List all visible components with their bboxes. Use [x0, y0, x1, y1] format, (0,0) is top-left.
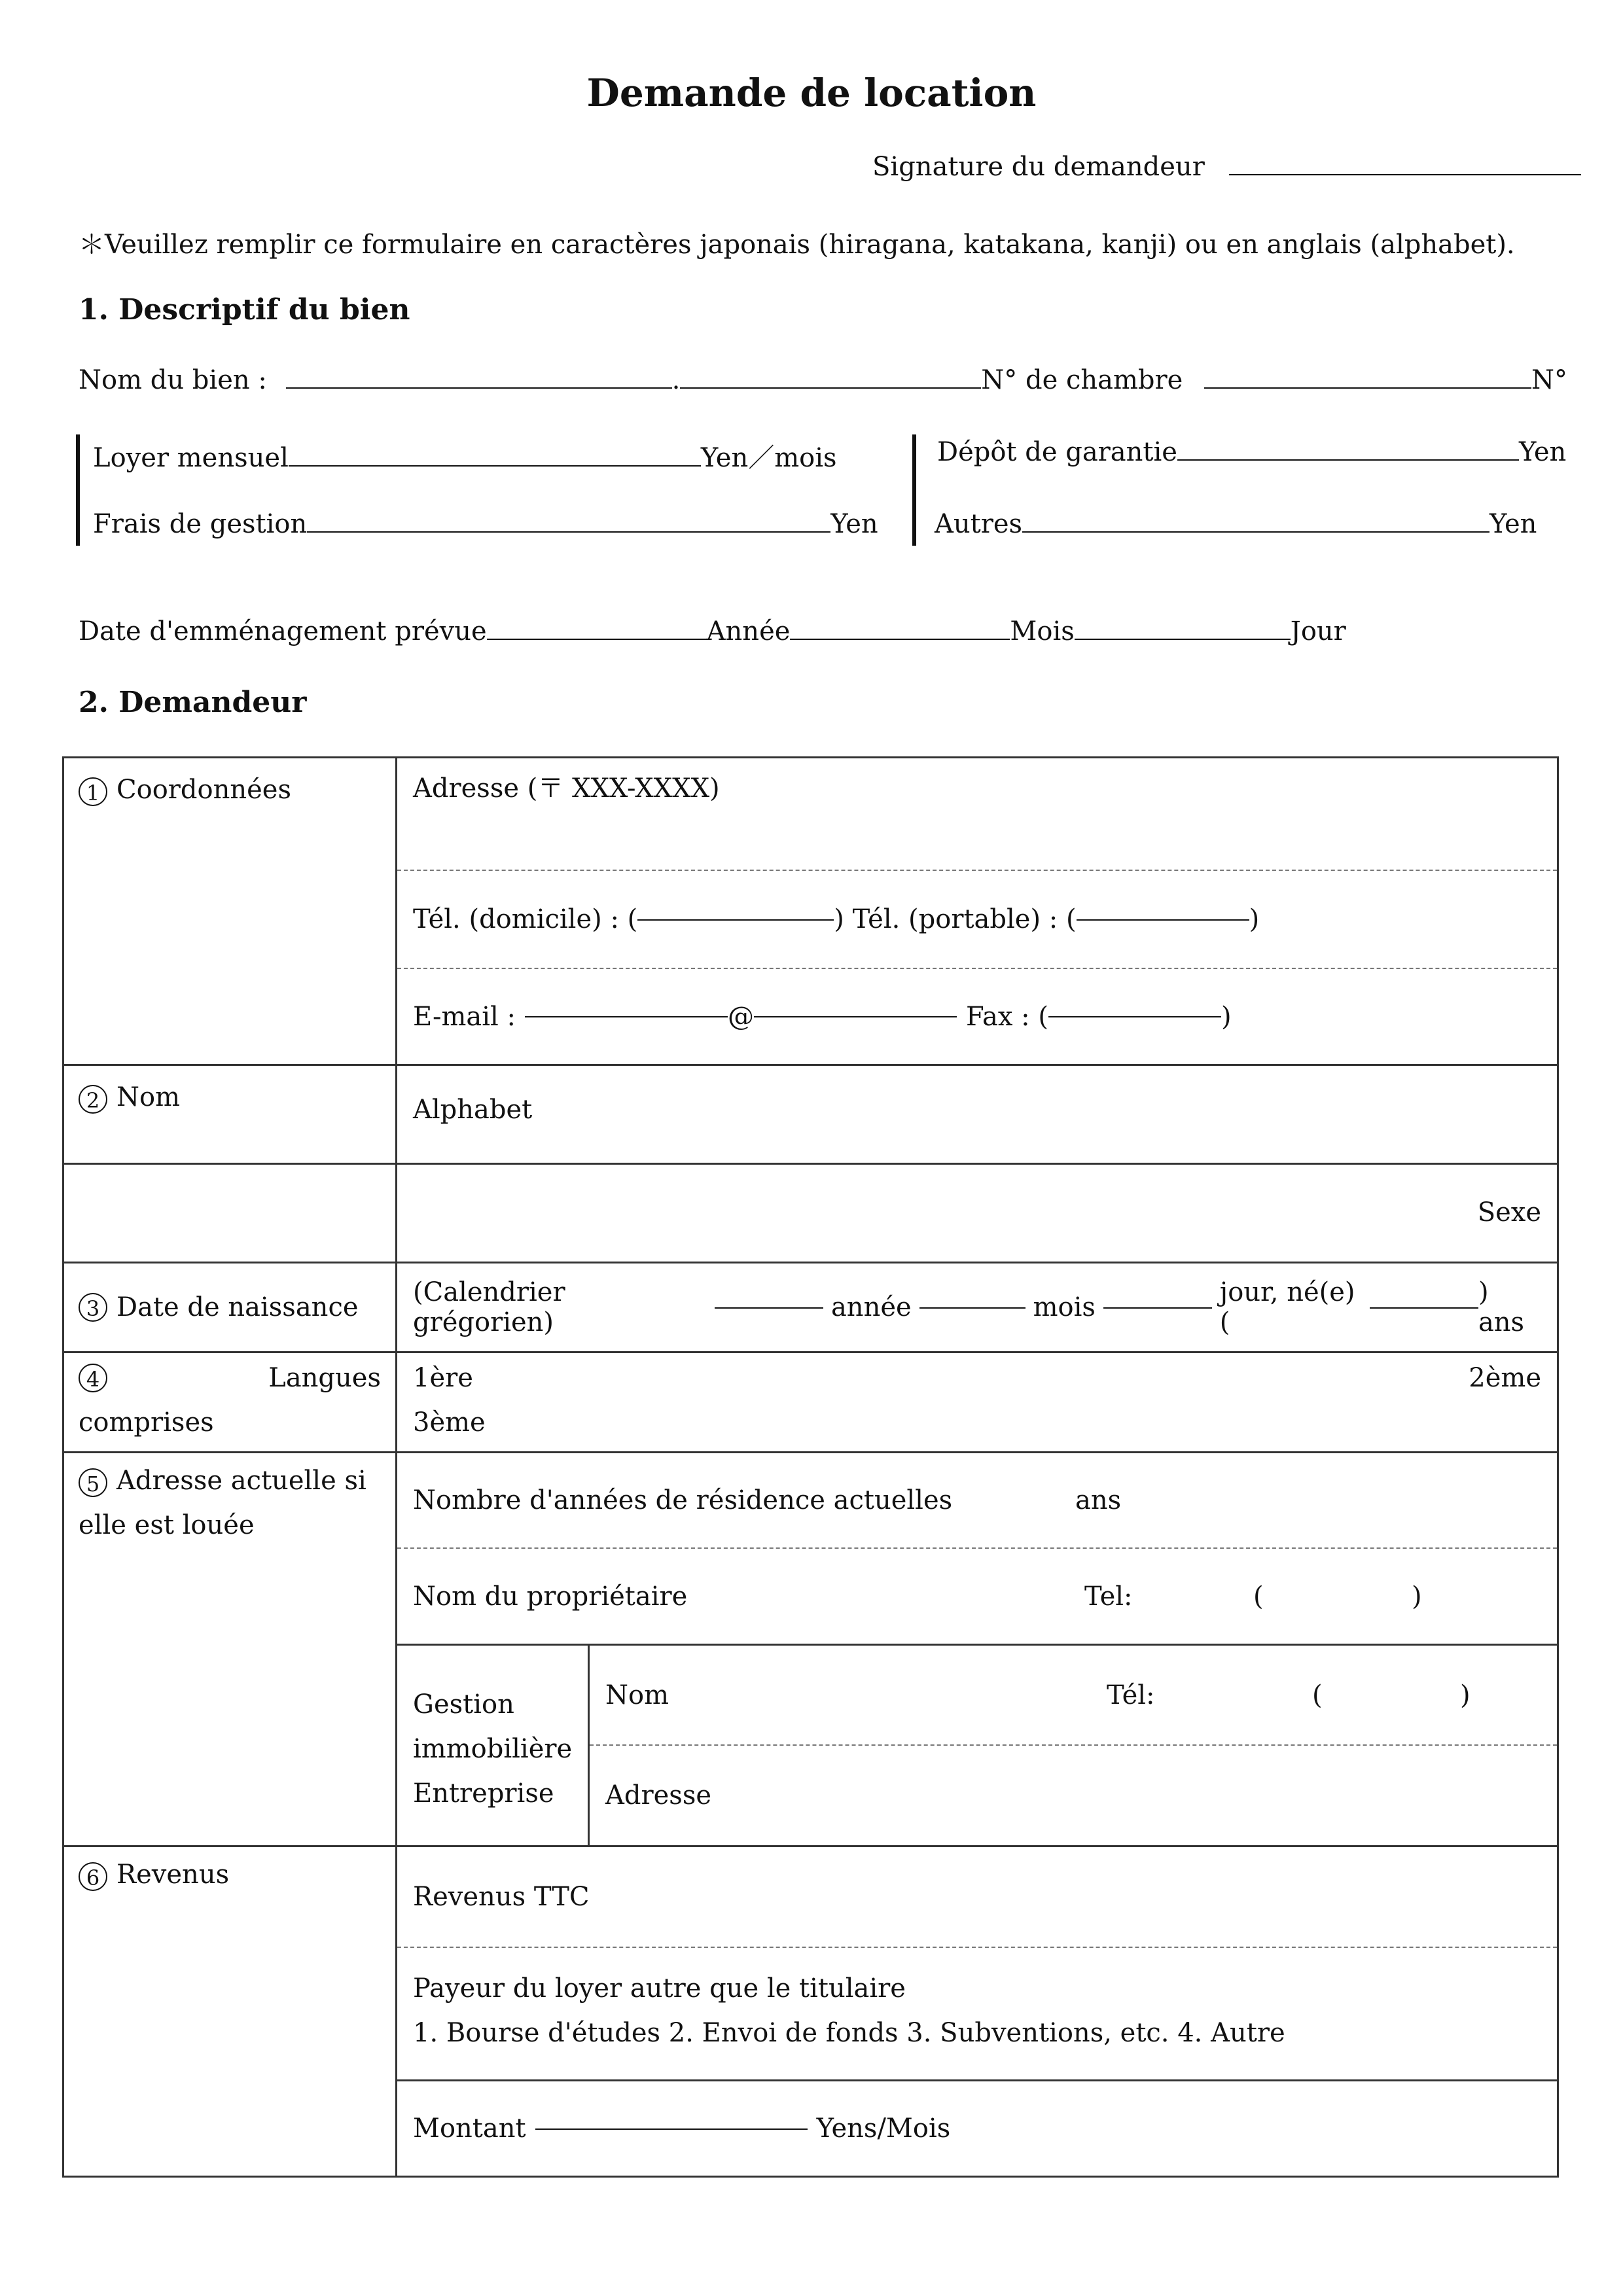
amount-label: Montant [413, 2113, 526, 2144]
languages-wrap [397, 1353, 1557, 1451]
rent-payer-label: Payeur du loyer autre que le titulaire [413, 1973, 906, 2004]
birth-month-label: mois [1033, 1292, 1096, 1322]
mgmt-address-label: Adresse [605, 1780, 712, 1810]
move-in-row [79, 616, 1346, 646]
amount-row [397, 2081, 1557, 2176]
fees-right-bar [912, 434, 916, 546]
move-in-year-field[interactable] [487, 638, 707, 640]
email-user-field[interactable] [525, 1016, 728, 1017]
mgmt-fee-label: Frais de gestion [93, 509, 308, 539]
other-fee-label: Autres [935, 509, 1023, 539]
current-residence-label-line1 [79, 1458, 381, 1503]
income-label: Revenus [116, 1860, 230, 1890]
mgmt-address-row [590, 1746, 1557, 1845]
move-in-month-field[interactable] [790, 638, 1010, 640]
owner-row [397, 1549, 1557, 1646]
move-in-year-label: Année [706, 616, 791, 646]
address-label: Adresse (〒 XXX-XXXX) [413, 773, 720, 804]
language-second-label: 2ème [1469, 1363, 1541, 1393]
name-row [63, 1065, 1558, 1164]
income-row [63, 1846, 1558, 2177]
languages-label-cell [63, 1352, 397, 1453]
mgmt-fee-unit: Yen [830, 509, 878, 539]
owner-label: Nom du propriétaire [413, 1581, 688, 1612]
mgmt-name-row [590, 1646, 1557, 1746]
fax-label: Fax : ( [966, 1001, 1048, 1032]
languages-label-b: comprises [79, 1407, 214, 1438]
tel-mobile-close: ) [1249, 904, 1260, 934]
email-domain-field[interactable] [754, 1016, 957, 1017]
birth-wrap [397, 1263, 1557, 1351]
form-title: Demande de location [586, 71, 1037, 115]
circled-number-3: 3 [79, 1293, 107, 1322]
rent-row [93, 437, 837, 474]
birth-row [63, 1263, 1558, 1352]
languages-row [63, 1352, 1558, 1453]
mgmt-label-line1: Gestion [413, 1689, 514, 1720]
signature-label: Signature du demandeur [872, 152, 1205, 182]
owner-tel-open: ( [1253, 1581, 1264, 1612]
property-name-dot: . [671, 365, 681, 395]
address-field[interactable] [397, 758, 1557, 871]
move-in-day-field[interactable] [1075, 638, 1291, 640]
name-alphabet-wrap [397, 1066, 1557, 1154]
income-ttc-label: Revenus TTC [413, 1882, 590, 1912]
name-label-cell [63, 1065, 397, 1164]
section2-heading: 2. Demandeur [79, 686, 307, 719]
circled-number-2: 2 [79, 1085, 107, 1114]
circled-number-5: 5 [79, 1468, 107, 1497]
income-ttc-row[interactable] [397, 1847, 1557, 1948]
applicant-table [62, 756, 1559, 2178]
current-residence-row [63, 1453, 1558, 1846]
move-in-day-label: Jour [1290, 616, 1346, 646]
current-residence-label-b: elle est louée [79, 1510, 255, 1540]
management-company-label [397, 1646, 590, 1845]
mgmt-label-line2: immobilière [413, 1734, 573, 1764]
amount-unit: Yens/Mois [816, 2113, 951, 2144]
property-name-row [79, 365, 1567, 395]
room-suffix: N° [1531, 365, 1568, 395]
tel-home-label: Tél. (domicile) : ( [413, 904, 638, 934]
birth-label: Date de naissance [116, 1292, 359, 1322]
contact-label-cell [63, 758, 397, 1065]
other-fee-field[interactable] [1022, 531, 1489, 533]
circled-number-1: 1 [79, 777, 107, 806]
sex-wrap [397, 1165, 1557, 1252]
contact-row [63, 758, 1558, 1065]
move-in-month-label: Mois [1010, 616, 1075, 646]
fax-field[interactable] [1048, 1016, 1221, 1017]
birth-cell [397, 1263, 1558, 1352]
mgmt-tel-close: ) [1460, 1680, 1471, 1710]
birth-day-label: jour, né(e) ( [1219, 1277, 1355, 1337]
deposit-field[interactable] [1177, 459, 1519, 461]
current-residence-label-cell [63, 1453, 397, 1846]
section1-heading: 1. Descriptif du bien [79, 293, 410, 327]
mgmt-fee-row [93, 509, 878, 539]
contact-label: Coordonnées [116, 775, 291, 805]
mgmt-tel-label: Tél: [1107, 1680, 1155, 1710]
language-first-label: 1ère [413, 1363, 473, 1393]
name-label: Nom [116, 1082, 181, 1112]
room-label: N° de chambre [981, 365, 1183, 395]
management-company-fields [590, 1646, 1557, 1845]
deposit-row [937, 437, 1566, 467]
languages-label-line1 [79, 1356, 381, 1400]
sex-cell[interactable] [397, 1164, 1558, 1263]
income-cell [397, 1846, 1558, 2177]
email-row [397, 969, 1557, 1064]
languages-line1 [413, 1356, 1541, 1400]
contact-content-cell [397, 758, 1558, 1065]
mgmt-label-line3: Entreprise [413, 1778, 554, 1809]
owner-tel-label: Tel: [1084, 1581, 1133, 1612]
email-at: @ [728, 1001, 755, 1032]
sex-label: Sexe [1477, 1197, 1541, 1227]
residence-years-unit: ans [1075, 1485, 1122, 1515]
fax-close: ) [1221, 1001, 1232, 1032]
deposit-unit: Yen [1518, 437, 1567, 467]
birth-label-cell [63, 1263, 397, 1352]
property-name-field-1[interactable] [286, 387, 672, 389]
alphabet-label: Alphabet [413, 1095, 533, 1125]
birth-year-field[interactable] [715, 1307, 823, 1309]
form-note: ＊Veuillez remplir ce formulaire en caractères japonais (hiragana, katakana, kanji) ou en anglais (alphabet). [79, 230, 1515, 260]
income-label-cell [63, 1846, 397, 2177]
birth-label-wrap [79, 1263, 381, 1351]
tel-mobile-label: ) Tél. (portable) : ( [834, 904, 1077, 934]
residence-years-row [397, 1453, 1557, 1549]
owner-tel-close: ) [1412, 1581, 1422, 1612]
tel-home-field[interactable] [637, 919, 834, 921]
fees-left-bar [76, 434, 80, 546]
management-company-block [397, 1646, 1557, 1845]
languages-label-a: Langues [268, 1363, 381, 1393]
mgmt-name-label: Nom [605, 1680, 669, 1710]
languages-cell[interactable] [397, 1352, 1558, 1453]
name-alphabet-cell[interactable] [397, 1065, 1558, 1164]
age-field[interactable] [1370, 1307, 1478, 1309]
residence-years-label: Nombre d'années de résidence actuelles [413, 1485, 953, 1515]
deposit-label: Dépôt de garantie [937, 437, 1177, 467]
calendar-label: (Calendrier grégorien) [413, 1277, 565, 1337]
circled-number-4: 4 [79, 1364, 107, 1392]
current-residence-label-a: Adresse actuelle si [116, 1466, 366, 1496]
signature-row [872, 152, 1581, 182]
mgmt-tel-open: ( [1312, 1680, 1323, 1710]
birth-month-field[interactable] [919, 1307, 1026, 1309]
birth-year-label: année [830, 1292, 912, 1322]
email-label: E-mail : [413, 1001, 516, 1032]
rent-label: Loyer mensuel [93, 443, 289, 473]
age-label: ) ans [1478, 1277, 1525, 1337]
language-third-label: 3ème [413, 1407, 486, 1438]
property-name-label: Nom du bien : [79, 365, 267, 395]
rent-field[interactable] [289, 465, 701, 467]
sex-label-cell [63, 1164, 397, 1263]
other-fee-unit: Yen [1489, 509, 1537, 539]
tel-mobile-field[interactable] [1077, 919, 1249, 921]
phone-row [397, 871, 1557, 969]
rent-unit: Yen／mois [700, 443, 837, 473]
rent-payer-row[interactable] [397, 1948, 1557, 2081]
sex-row [63, 1164, 1558, 1263]
move-in-label: Date d'emménagement prévue [79, 616, 487, 646]
other-fee-row [935, 509, 1537, 539]
mgmt-fee-field[interactable] [307, 531, 830, 533]
amount-field[interactable] [535, 2128, 808, 2130]
current-residence-cell [397, 1453, 1558, 1846]
birth-day-field[interactable] [1103, 1307, 1212, 1309]
room-number-field[interactable] [1204, 387, 1531, 389]
rent-payer-options: 1. Bourse d'études 2. Envoi de fonds 3. Subventions, etc. 4. Autre [413, 2018, 1285, 2048]
property-name-field-2[interactable] [680, 387, 981, 389]
signature-field[interactable] [1229, 173, 1581, 175]
circled-number-6: 6 [79, 1862, 107, 1891]
